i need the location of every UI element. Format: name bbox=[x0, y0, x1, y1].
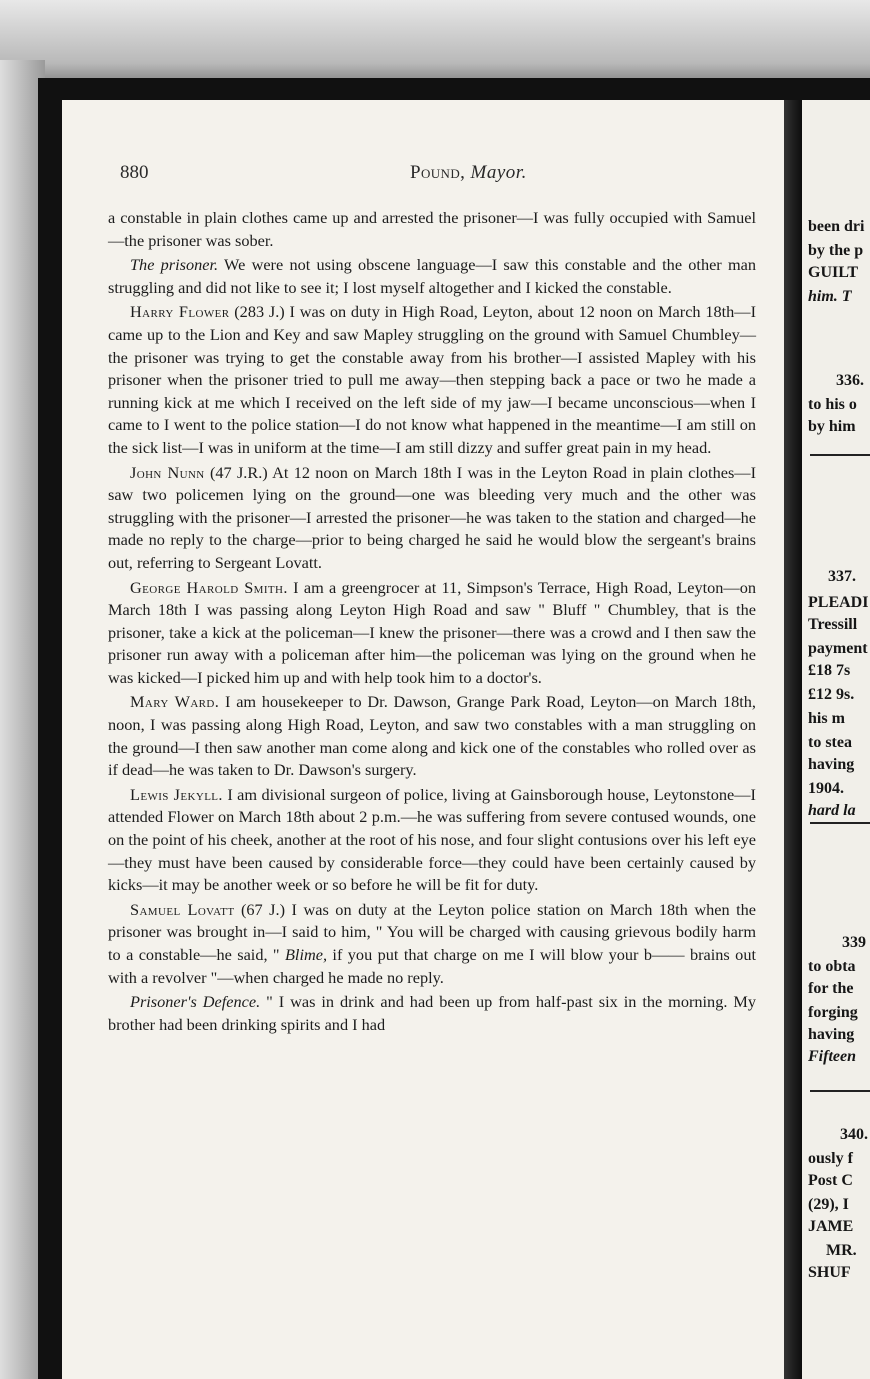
book-page-right-edge bbox=[802, 100, 870, 1379]
section-rule bbox=[810, 454, 870, 456]
speaker-label: Prisoner's Defence. bbox=[130, 992, 261, 1012]
right-page-line: ously f bbox=[808, 1150, 853, 1167]
right-page-line: 339 bbox=[842, 934, 866, 951]
right-page-line: him. T bbox=[808, 288, 852, 305]
right-page-line: 337. bbox=[828, 568, 856, 585]
right-page-line: 340. bbox=[840, 1126, 868, 1143]
right-page-line: having bbox=[808, 756, 855, 773]
right-page-line: GUILT bbox=[808, 264, 859, 281]
right-page-line: for the bbox=[808, 980, 854, 997]
right-page-line: hard la bbox=[808, 802, 856, 819]
right-page-line: £12 9s. bbox=[808, 686, 855, 703]
right-page-line: £18 7s bbox=[808, 662, 851, 679]
paragraph: Harry Flower (283 J.) I was on duty in High Road, Leyton, about 12 noon on March 18th—I came up to the Lion and Key and saw Mapley struggling on the ground with Samuel Chumbley—the prisoner was trying to get the constable away from his brother—I assisted Mapley with his prisoner when the prisoner tried to pull me away—then stepping back a pace or two he made a running kick at me which I received on the left side of my jaw—I became unconscious—when I came to I went to the police station—I do not know what happened in the meantime—I am still on the sick list—I was in uniform at the time—I am still dizzy and suffer great pain in my head. bbox=[108, 302, 756, 457]
page-header bbox=[120, 162, 760, 192]
right-page-line: been dri bbox=[808, 218, 865, 235]
paragraph: The prisoner. We were not using obscene language—I saw this constable and the other man struggling and did not like to see it; I lost myself altogether and I kicked the constable. bbox=[108, 255, 756, 297]
paragraph: Prisoner's Defence. " I was in drink and had been up from half-past six in the morning. My brother had been drinking spirits and I had bbox=[108, 992, 756, 1034]
paragraph: George Harold Smith. I am a greengrocer at 11, Simpson's Terrace, High Road, Leyton—on March 18th I was passing along Leyton High Road and saw " Bluff " Chumbley, that is the prisoner, take a kick at the policeman—I knew the prisoner—there was a crowd and I then saw the prisoner run away with a policeman after him—the policeman was lying on the ground when he was kicked—I picked him up and with help took him to a doctor's. bbox=[108, 577, 756, 687]
paragraph: Mary Ward. I am housekeeper to Dr. Dawson, Grange Park Road, Leyton—on March 18th, noon, I was passing along High Road, Leyton, and saw two constables with a man struggling on the ground—I then saw another man come along and kick one of the constables who rolled over as if dead—he was taken to Dr. Dawson's surgery. bbox=[108, 692, 756, 780]
right-page-line: Fifteen bbox=[808, 1048, 856, 1065]
right-page-line: MR. bbox=[826, 1242, 857, 1259]
running-title: Pound, Mayor. bbox=[410, 162, 527, 183]
paragraph: Lewis Jekyll. I am divisional surgeon of police, living at Gainsborough house, Leytonstone—I attended Flower on March 18th about 2 p.m.—he was suffering from severe contused wounds, one on the point of his cheek, another at the root of his nose, and four slight contusions over his left eye—they must have been caused by considerable force—they could have been certainly caused by kicks—it may be another week or so before he will be fit for duty. bbox=[108, 784, 756, 895]
speaker-label: The prisoner. bbox=[130, 255, 219, 275]
right-page-line: 1904. bbox=[808, 780, 844, 797]
witness-name: George Harold Smith. bbox=[130, 577, 288, 597]
right-page-line: Tressill bbox=[808, 616, 858, 633]
right-page-line: payment bbox=[808, 640, 868, 657]
right-page-line: by the p bbox=[808, 242, 864, 259]
paragraph: John Nunn (47 J.R.) At 12 noon on March 18th I was in the Leyton Road in plain clothes—I saw two policemen lying on the ground—one was bleeding very much and the other was struggling with the prisoner—I arrested the prisoner—he was taken to the station and charged—he made no reply to the charge—prior to being charged he said he would blow the sergeant's brains out, referring to Sergeant Lovatt. bbox=[108, 462, 756, 572]
page-number: 880 bbox=[120, 162, 149, 183]
right-page-line: to obta bbox=[808, 958, 856, 975]
section-rule bbox=[810, 822, 870, 824]
right-page-line: Post C bbox=[808, 1172, 853, 1189]
witness-name: Harry Flower bbox=[130, 302, 230, 322]
right-page-line: (29), I bbox=[808, 1196, 849, 1213]
right-page-line: to stea bbox=[808, 734, 852, 751]
page-body bbox=[108, 207, 756, 1038]
right-page-line: JAME bbox=[808, 1218, 854, 1235]
witness-name: John Nunn bbox=[130, 462, 205, 482]
right-page-line: 336. bbox=[836, 372, 864, 389]
paragraph: a constable in plain clothes came up and arrested the prisoner—I was fully occupied with Samuel—the prisoner was sober. bbox=[108, 208, 756, 250]
right-page-line: PLEADI bbox=[808, 594, 869, 611]
section-rule bbox=[810, 1090, 870, 1092]
right-page-line: by him bbox=[808, 418, 856, 435]
witness-name: Lewis Jekyll. bbox=[130, 784, 223, 804]
right-page-line: his m bbox=[808, 710, 845, 727]
scan-background-top bbox=[0, 0, 870, 90]
book-gutter bbox=[784, 100, 802, 1379]
witness-name: Samuel Lovatt bbox=[130, 899, 235, 919]
right-page-line: forging bbox=[808, 1004, 858, 1021]
right-page-line: having bbox=[808, 1026, 855, 1043]
right-page-line: SHUF bbox=[808, 1264, 851, 1281]
right-page-line: to his o bbox=[808, 396, 857, 413]
paragraph: Samuel Lovatt (67 J.) I was on duty at the Leyton police station on March 18th when the prisoner was brought in—I said to him, " You will be charged with causing grievous bodily harm to a constable—he said, " Blime, if you put that charge on me I will blow your b—— brains out with a revolver "—when charged he made no reply. bbox=[108, 899, 756, 987]
witness-name: Mary Ward. bbox=[130, 692, 220, 712]
